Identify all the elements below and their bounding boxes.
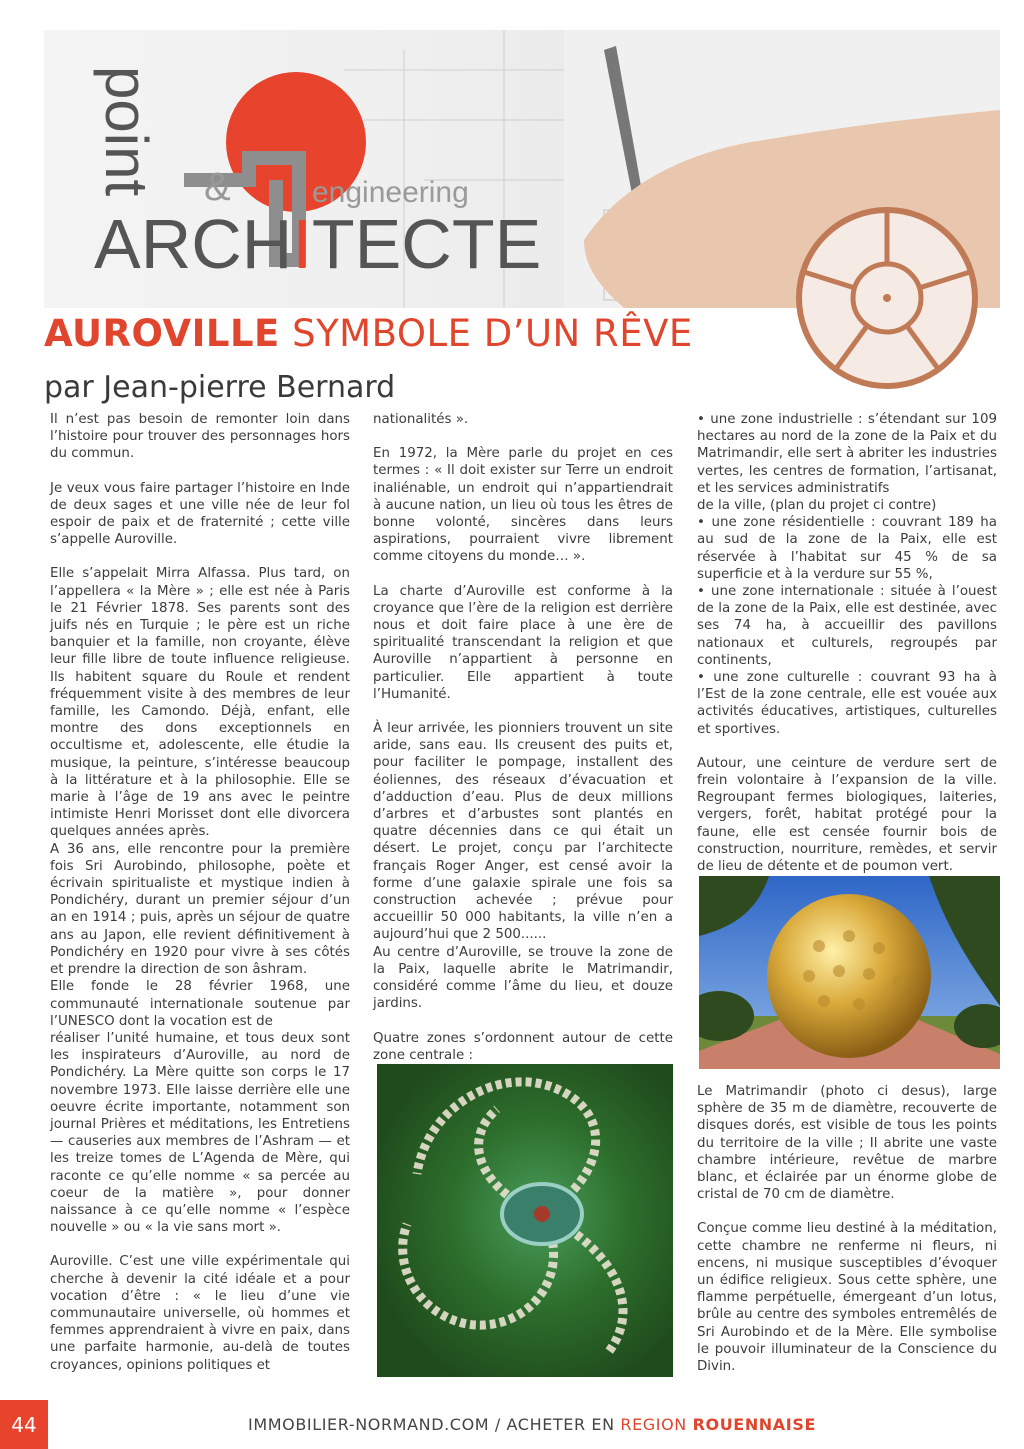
logo-engineering-text: engineering bbox=[312, 176, 469, 209]
paragraph: Elle fonde le 28 février 1968, une communauté internationale soutenue par l’UNESCO dont la vocation est de bbox=[50, 979, 350, 1029]
paragraph: La charte d’Auroville est conforme à la croyance que l’ère de la religion est derrière nous et doit faire place à une ère de spiritualité transcendant la religion et que Auroville n’appartient à personne en particulier. Elle appartient à toute l’Humanité. bbox=[373, 583, 673, 702]
article-column-1 bbox=[50, 411, 350, 1374]
article-column-3 bbox=[697, 411, 997, 875]
paragraph: • une zone industrielle : s’étendant sur 109 hectares au nord de la zone de la Paix et du Matrimandir, elle sert à abriter les industries vertes, les centres de formation, l’artisanat, et les services administratifs bbox=[697, 412, 997, 496]
paragraph: nationalités ». bbox=[373, 412, 469, 427]
paragraph: Elle s’appelait Mirra Alfassa. Plus tard, on l’appellera « la Mère » ; elle est née à Paris le 21 Février 1878. Ses parents sont des juifs nés en Turquie ; le père est un riche banquier et la famille, non croyante, élève leur fille libre de toute influence religieuse. Ils habitent square du Roule et rendent fréquemment visite à des membres de leur famille, les Camondo. Déjà, enfant, elle montre des dons exceptionnels en occultisme et, adolescente, elle étudie la musique, la peinture, s’intéresse beaucoup à la littérature et à la philosophie. Elle se marie à l’âge de 19 ans avec le peintre intimiste Henri Morisset dont elle divorcera quelques années après. bbox=[50, 566, 350, 840]
article-author: par Jean-pierre Bernard bbox=[44, 370, 396, 405]
auroville-emblem-icon bbox=[795, 200, 995, 400]
auroville-galaxy-plan-image bbox=[377, 1064, 673, 1377]
paragraph: Le Matrimandir (photo ci desus), large sphère de 35 m de diamètre, recouverte de disques dorés, est visible de tous les points du territoire de la ville ; Il abrite une vaste chambre intérieure, revêtue de marbre blanc, et éclairée par un énorme globe de cristal de 70 cm de diamètre. bbox=[697, 1084, 997, 1203]
paragraph: À leur arrivée, les pionniers trouvent un site aride, sans eau. Ils creusent des puits et, pour faciliter le pompage, installent des éoliennes, des réseaux d’évacuation et d’adduction d’eau. Plus de deux millions d’arbres et d’arbustes sont plantés en quatre décennies dans ce qui était un désert. Le projet, conçu par l’architecte français Roger Anger, est censé avoir la forme d’une galaxie spirale une fois sa construction achevée ; prévue pour accueillir 50 000 habitants, la ville n’en a aujourd’hui que 2 500...... bbox=[373, 721, 673, 943]
paragraph: Au centre d’Auroville, se trouve la zone de la Paix, laquelle abrite le Matrimandir, considéré comme l’âme du lieu, et douze jardins. bbox=[373, 944, 673, 1012]
footer-region: REGION bbox=[620, 1415, 693, 1434]
architecte-logo bbox=[44, 30, 604, 308]
footer-site: IMMOBILIER-NORMAND.COM / ACHETER EN bbox=[248, 1415, 621, 1434]
footer-site-line bbox=[248, 1415, 816, 1434]
paragraph: de la ville, (plan du projet ci contre) bbox=[697, 498, 937, 514]
footer-city: ROUENNAISE bbox=[692, 1415, 816, 1434]
paragraph: En 1972, la Mère parle du projet en ces termes : « Il doit exister sur Terre un endroit inaliénable, un endroit qui n’appartiendrait à aucune nation, un lieu où tous les êtres de bonne volonté, sincères dans leurs aspirations, pourraient vivre librement comme citoyens du monde… ». bbox=[373, 446, 673, 565]
logo-point-text: point bbox=[93, 66, 160, 197]
paragraph: Je veux vous faire partager l’histoire en Inde de deux sages et une ville née de leur fol espoir de paix et de fraternité ; cette ville s’appelle Auroville. bbox=[50, 480, 350, 548]
paragraph: • une zone internationale : située à l’ouest de la zone de la Paix, elle est destinée, avec ses 74 ha, à accueillir des pavillons nationaux et culturels, regroupés par continents, bbox=[697, 584, 997, 668]
paragraph: Auroville. C’est une ville expérimentale qui cherche à devenir la cité idéale et a pour vocation d’être : « le lieu d’une vie communautaire universelle, où hommes et femmes apprendraient à vivre en paix, dans une parfaite harmonie, au-delà de toutes croyances, opinions politiques et bbox=[50, 1254, 350, 1373]
article-title bbox=[44, 312, 744, 355]
title-rest: SYMBOLE D’UN RÊVE bbox=[279, 312, 693, 355]
logo-architecte-text: ARCHITECTE bbox=[94, 205, 542, 283]
paragraph: réaliser l’unité humaine, et tous deux sont les inspirateurs d’Auroville, au nord de Pondichéry. La Mère quitte son corps le 17 novembre 1973. Elle laisse derrière elle une oeuvre écrite importante, notamment son journal Prières et méditations, les Entretiens — causeries aux membres de l’Ashram — et les treize tomes de L’Agenda de Mère, qui raconte ce qu’elle nomme « sa percée au coeur de la matière », pour donner naissance à ce qu’elle nomme « l’espèce nouvelle » ou « la vie sans mort ». bbox=[50, 1030, 350, 1236]
paragraph: Quatre zones s’ordonnent autour de cette zone centrale : bbox=[373, 1030, 673, 1063]
logo-ampersand: & bbox=[204, 165, 231, 209]
matrimandir-photo bbox=[699, 876, 1000, 1069]
article-column-3-lower bbox=[697, 1083, 997, 1375]
paragraph: • une zone résidentielle : couvrant 189 ha au sud de la zone de la Paix, elle est réservée à l’habitat sur 45 % de sa superficie et à la verdure sur 55 %, bbox=[697, 515, 997, 582]
paragraph: Autour, une ceinture de verdure sert de frein volontaire à l’expansion de la ville. Regroupant fermes biologiques, laiteries, vergers, forêt, habitat protégé pour la faune, elle est censée fournir bois de construction, nourriture, remèdes, et servir de lieu de détente et de poumon vert. bbox=[697, 755, 997, 875]
paragraph: Il n’est pas besoin de remonter loin dans l’histoire pour trouver des personnages hors du commun. bbox=[50, 412, 350, 462]
paragraph: A 36 ans, elle rencontre pour la première fois Sri Aurobindo, philosophe, poète et écrivain spiritualiste et mystique indien à Pondichéry, durant un premier séjour d’un an en 1914 ; puis, après un séjour de quatre ans au Japon, elle revient définitivement à Pondichéry en 1920 pour vivre à ses côtés et prendre la direction de son âshram. bbox=[50, 841, 350, 978]
paragraph: • une zone culturelle : couvrant 93 ha à l’Est de la zone centrale, elle est vouée aux activités éducatives, artistiques, culturelles et sportives. bbox=[697, 670, 997, 737]
title-highlight: AUROVILLE bbox=[44, 312, 280, 355]
page-number: 44 bbox=[0, 1400, 48, 1449]
paragraph: Conçue comme lieu destiné à la méditation, cette chambre ne renferme ni fleurs, ni encens, ni musique susceptibles d’évoquer un édifice religieux. Sous cette sphère, une flamme perpétuelle, émergeant d’un lotus, brûle au centre des symboles entremêlés de Sri Aurobindo et de la Mère. Elle symbolise le pouvoir illuminateur de la Conscience du Divin. bbox=[697, 1221, 997, 1375]
article-column-2 bbox=[373, 411, 673, 1064]
